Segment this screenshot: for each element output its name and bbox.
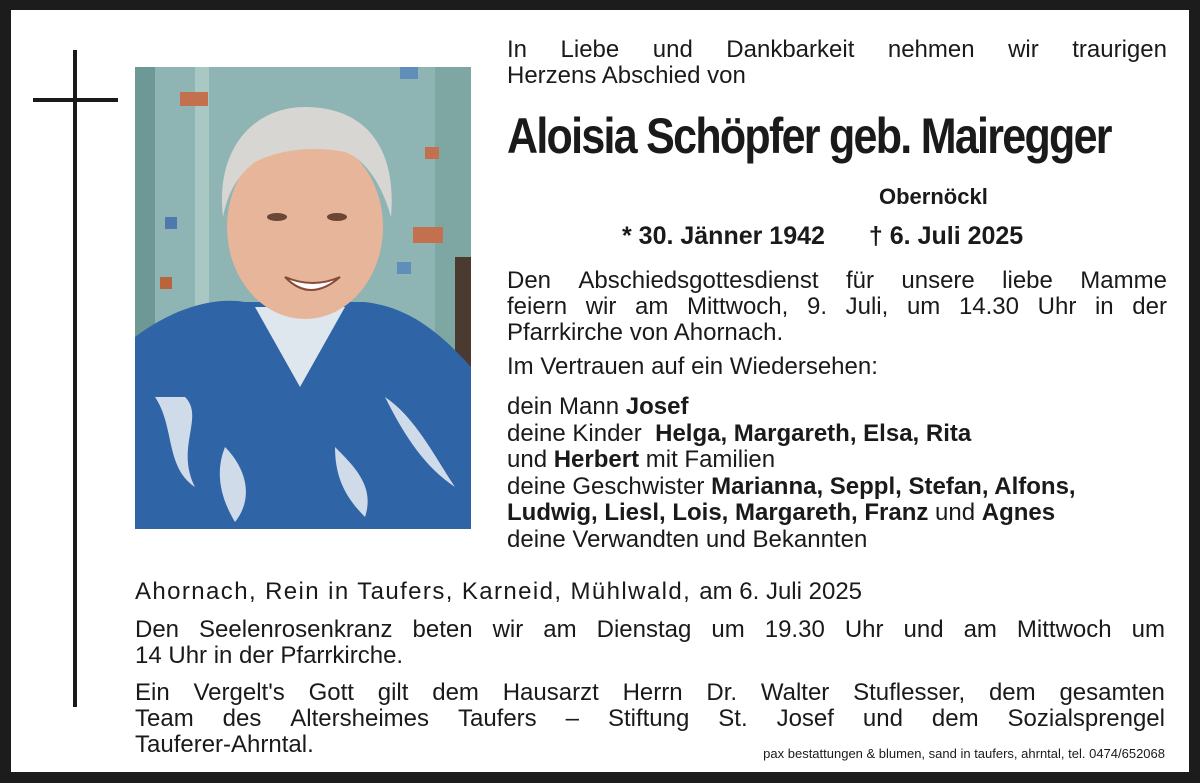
rosary-word: um — [1131, 616, 1165, 643]
funeral-word: unsere — [901, 267, 975, 294]
cross-icon-vertical — [73, 50, 77, 707]
mourner-name: Ludwig, Liesl, Lois, Margareth, Franz — [507, 499, 929, 526]
intro-word: traurigen — [1072, 36, 1167, 63]
mourner-prefix: deine Geschwister — [507, 472, 712, 500]
funeral-line-1 — [507, 268, 1167, 294]
deceased-place: Obernöckl — [879, 184, 988, 209]
thanks-word: Walter — [760, 679, 830, 706]
death-date: † 6. Juli 2025 — [868, 222, 1024, 250]
funeral-word: in — [1094, 293, 1114, 320]
thanks-word: gesamten — [1059, 679, 1165, 706]
location-line — [135, 579, 862, 605]
thanks-line-3: Tauferer-Ahrntal. — [135, 731, 314, 758]
mourner-son — [507, 447, 1076, 474]
thanks-word: Taufers — [457, 705, 537, 732]
rosary-word: wir — [492, 616, 524, 643]
portrait-photo — [135, 67, 471, 529]
thanks-word: – — [565, 705, 579, 732]
intro-line-1 — [507, 37, 1167, 63]
mourner-siblings — [507, 474, 1076, 501]
rosary-word: am — [543, 616, 577, 643]
funeral-line-2 — [507, 294, 1167, 320]
deceased-name: Aloisia Schöpfer geb. Mairegger — [507, 108, 1111, 164]
rosary-text — [135, 617, 1165, 669]
birth-date: * 30. Jänner 1942 — [622, 222, 825, 250]
thanks-word: Sozialsprengel — [1007, 705, 1165, 732]
thanks-word: und — [862, 705, 903, 732]
intro-word: nehmen — [887, 36, 975, 63]
mourner-siblings-cont — [507, 500, 1076, 527]
mourner-name: Josef — [625, 393, 689, 420]
rosary-word: Seelenrosenkranz — [199, 616, 393, 643]
intro-word: wir — [1008, 36, 1039, 63]
intro-word: und — [652, 36, 693, 63]
intro-word: In — [507, 36, 528, 63]
mourner-prefix: deine Kinder — [507, 419, 649, 447]
thanks-word: Dr. — [706, 679, 738, 706]
funeral-text — [507, 268, 1167, 380]
location-date: am 6. Juli 2025 — [699, 578, 863, 605]
thanks-word: Josef — [776, 705, 834, 732]
funeral-word: liebe — [1002, 267, 1053, 294]
thanks-line-1 — [135, 680, 1165, 706]
rosary-word: Mittwoch — [1016, 616, 1112, 643]
rosary-line-2: 14 Uhr in der Pfarrkirche. — [135, 642, 404, 669]
mourner-conjunction: und — [928, 499, 982, 526]
funeral-word: 14.30 — [958, 293, 1019, 320]
funeral-word: Uhr — [1037, 293, 1077, 320]
thanks-word: Stuflesser, — [853, 679, 966, 706]
funeral-word: für — [845, 267, 874, 294]
location-places: Ahornach, Rein in Taufers, Karneid, Mühlwald, — [135, 578, 692, 605]
thanks-word: Altersheimes — [290, 705, 430, 732]
mourner-prefix: und — [507, 446, 554, 473]
funeral-word: Juli, — [845, 293, 889, 320]
thanks-word: dem — [988, 679, 1036, 706]
mourner-husband — [507, 394, 1076, 421]
mourner-children — [507, 421, 1076, 448]
rosary-word: beten — [412, 616, 473, 643]
deceased-place-row — [0, 185, 1200, 209]
rosary-word: Uhr — [844, 616, 884, 643]
rosary-word: und — [903, 616, 944, 643]
thanks-word: Herrn — [622, 679, 683, 706]
thanks-word: des — [222, 705, 262, 732]
rosary-word: 19.30 — [764, 616, 825, 643]
thanks-word: Hausarzt — [502, 679, 599, 706]
funeral-word: Abschiedsgottesdienst — [578, 267, 819, 294]
mourner-relatives: deine Verwandten und Bekannten — [507, 525, 868, 553]
thanks-word: Gott — [308, 679, 354, 706]
funeral-word: Den — [507, 267, 552, 294]
mourner-name: Marianna, Seppl, Stefan, Alfons, — [711, 472, 1076, 500]
funeral-home-footer: pax bestattungen & blumen, sand in taufers, ahrntal, tel. 0474/652068 — [763, 746, 1165, 761]
rosary-word: Den — [135, 616, 180, 643]
rosary-word: Dienstag — [596, 616, 692, 643]
intro-line-2: Herzens Abschied von — [507, 62, 746, 89]
funeral-word: 9. — [806, 293, 827, 320]
thanks-word: dem — [432, 679, 479, 706]
funeral-word: Mittwoch, — [686, 293, 789, 320]
funeral-word: der — [1132, 293, 1167, 320]
cross-icon-horizontal — [33, 98, 118, 102]
mourner-name: Helga, Margareth, Elsa, Rita — [655, 419, 972, 447]
thanks-word: St. — [718, 705, 748, 732]
funeral-word: wir — [585, 293, 617, 320]
funeral-word: um — [906, 293, 941, 320]
intro-word: Liebe — [560, 36, 620, 63]
rosary-word: am — [963, 616, 997, 643]
rosary-line-1 — [135, 617, 1165, 643]
mourner-prefix: dein Mann — [507, 393, 626, 420]
intro-text — [507, 37, 1167, 89]
thanks-word: Vergelt's — [193, 679, 285, 706]
funeral-line-3: Pfarrkirche von Ahornach. — [507, 319, 784, 346]
thanks-line-2 — [135, 706, 1165, 732]
mourner-suffix: mit Familien — [639, 446, 776, 473]
intro-word: Dankbarkeit — [726, 36, 855, 63]
funeral-word: Mamme — [1080, 267, 1167, 294]
thanks-word: gilt — [377, 679, 409, 706]
funeral-word: am — [634, 293, 669, 320]
thanks-word: dem — [931, 705, 979, 732]
life-dates — [622, 222, 1023, 250]
trust-line: Im Vertrauen auf ein Wiedersehen: — [507, 353, 878, 380]
mourners-list — [507, 394, 1076, 553]
funeral-word: feiern — [507, 293, 568, 320]
mourner-name: Herbert — [553, 446, 640, 473]
rosary-word: um — [711, 616, 745, 643]
thanks-word: Stiftung — [607, 705, 690, 732]
mourner-name: Agnes — [981, 499, 1056, 526]
thanks-word: Ein — [135, 679, 170, 706]
thanks-word: Team — [135, 705, 194, 732]
